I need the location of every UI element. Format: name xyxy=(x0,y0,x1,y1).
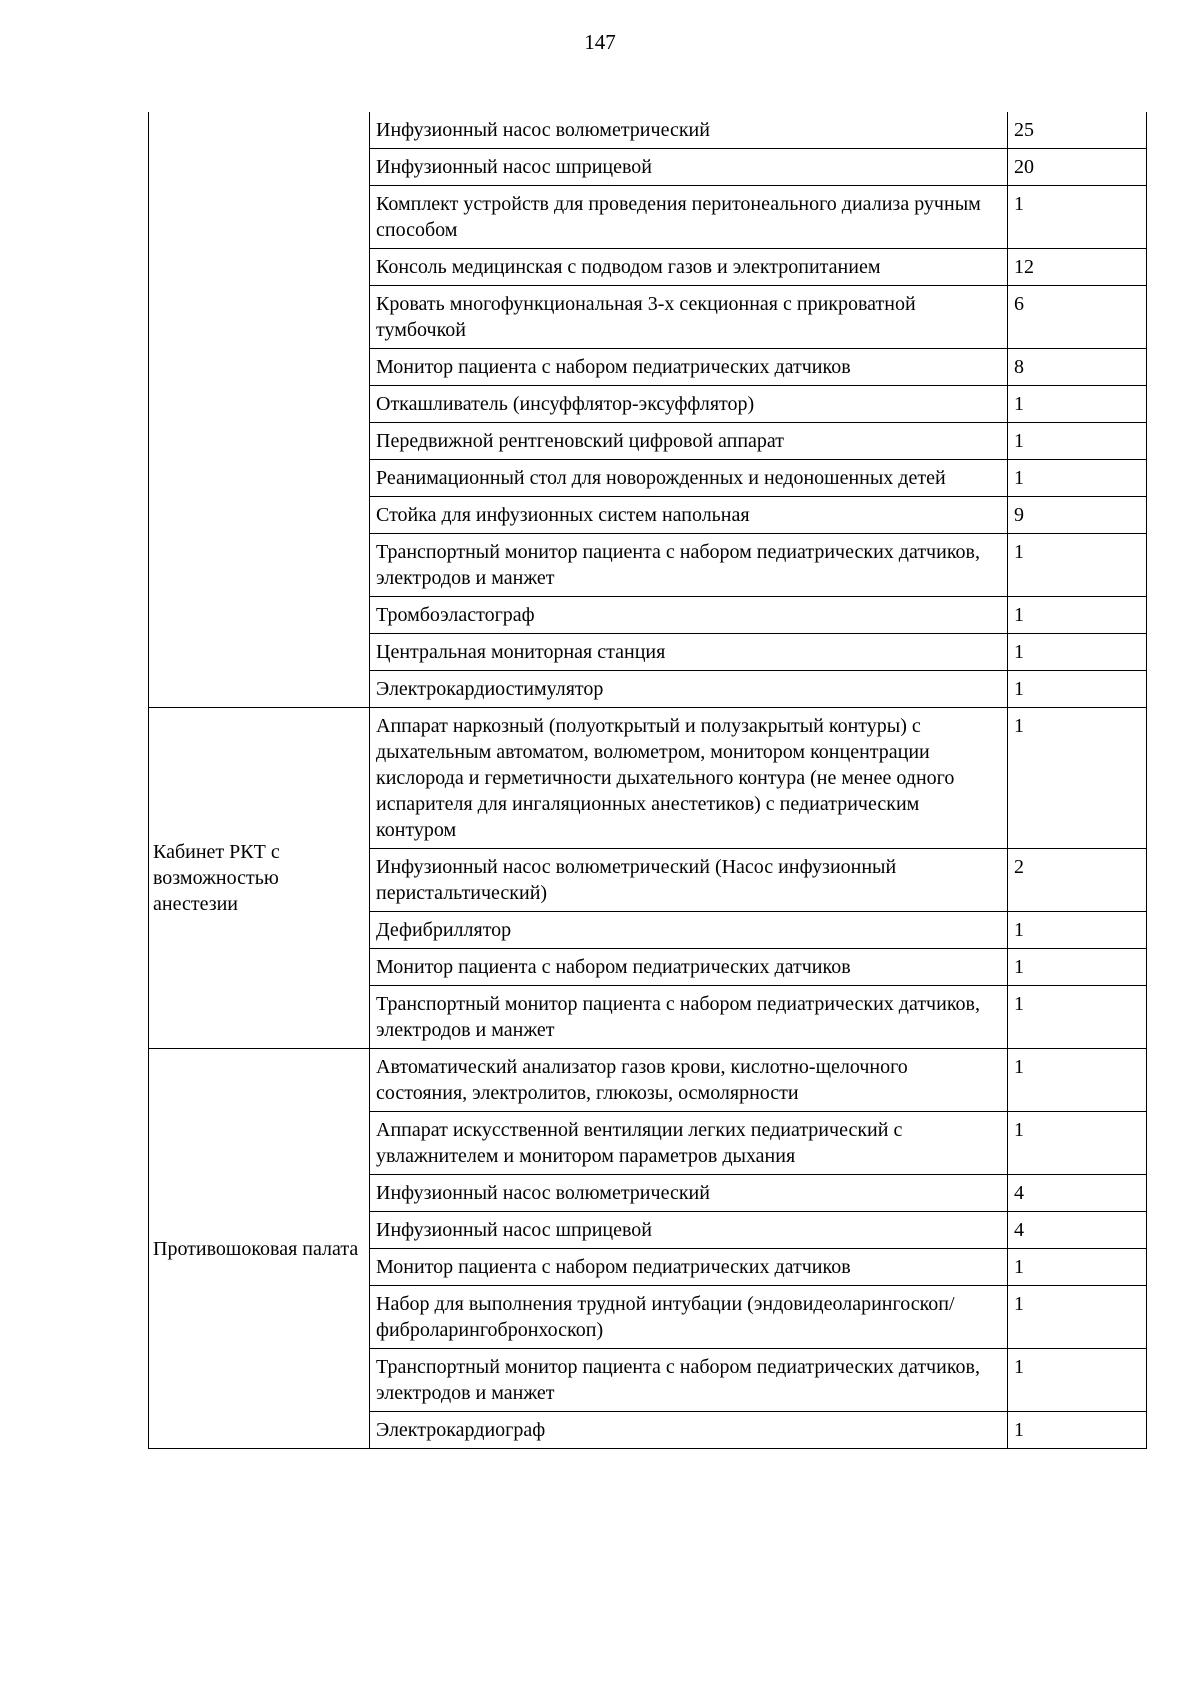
table-row xyxy=(149,112,1147,149)
equipment-table-body xyxy=(149,112,1147,1449)
equipment-name-cell: Электрокардиограф xyxy=(370,1412,1008,1449)
equipment-name-cell: Центральная мониторная станция xyxy=(370,634,1008,671)
page-number: 147 xyxy=(584,30,616,54)
equipment-name-cell: Реанимационный стол для новорожденных и недоношенных детей xyxy=(370,460,1008,497)
equipment-name-cell: Инфузионный насос волюметрический xyxy=(370,1175,1008,1212)
equipment-name-cell: Консоль медицинская с подводом газов и электропитанием xyxy=(370,249,1008,286)
equipment-name-cell: Инфузионный насос волюметрический (Насос инфузионный перистальтический) xyxy=(370,849,1008,912)
quantity-cell: 6 xyxy=(1008,286,1147,349)
quantity-cell: 1 xyxy=(1008,634,1147,671)
quantity-cell: 1 xyxy=(1008,986,1147,1049)
equipment-name-cell: Стойка для инфузионных систем напольная xyxy=(370,497,1008,534)
equipment-name-cell: Инфузионный насос шприцевой xyxy=(370,149,1008,186)
equipment-name-cell: Транспортный монитор пациента с набором педиатрических датчиков, электродов и манжет xyxy=(370,1349,1008,1412)
equipment-name-cell: Транспортный монитор пациента с набором педиатрических датчиков, электродов и манжет xyxy=(370,986,1008,1049)
quantity-cell: 2 xyxy=(1008,849,1147,912)
room-cell: Кабинет РКТ с возможностью анестезии xyxy=(149,708,370,1049)
quantity-cell: 1 xyxy=(1008,1286,1147,1349)
table-row xyxy=(149,708,1147,849)
equipment-name-cell: Аппарат наркозный (полуоткрытый и полузакрытый контуры) с дыхательным автоматом, волюметром, монитором концентрации кислорода и герметичности дыхательного контура (не менее одного испарителя для ингаляционных анестетиков) с педиатрическим контуром xyxy=(370,708,1008,849)
quantity-cell: 9 xyxy=(1008,497,1147,534)
quantity-cell: 1 xyxy=(1008,1112,1147,1175)
quantity-cell: 1 xyxy=(1008,1049,1147,1112)
equipment-name-cell: Электрокардиостимулятор xyxy=(370,671,1008,708)
quantity-cell: 4 xyxy=(1008,1212,1147,1249)
equipment-name-cell: Монитор пациента с набором педиатрических датчиков xyxy=(370,949,1008,986)
equipment-table xyxy=(148,112,1147,1449)
equipment-name-cell: Кровать многофункциональная 3-х секционная с прикроватной тумбочкой xyxy=(370,286,1008,349)
quantity-cell: 1 xyxy=(1008,1412,1147,1449)
quantity-cell: 8 xyxy=(1008,349,1147,386)
quantity-cell: 1 xyxy=(1008,1249,1147,1286)
quantity-cell: 1 xyxy=(1008,949,1147,986)
quantity-cell: 1 xyxy=(1008,708,1147,849)
equipment-name-cell: Инфузионный насос шприцевой xyxy=(370,1212,1008,1249)
equipment-name-cell: Аппарат искусственной вентиляции легких педиатрический с увлажнителем и монитором параметров дыхания xyxy=(370,1112,1008,1175)
equipment-name-cell: Дефибриллятор xyxy=(370,912,1008,949)
equipment-name-cell: Инфузионный насос волюметрический xyxy=(370,112,1008,149)
equipment-name-cell: Монитор пациента с набором педиатрических датчиков xyxy=(370,1249,1008,1286)
quantity-cell: 1 xyxy=(1008,671,1147,708)
quantity-cell: 20 xyxy=(1008,149,1147,186)
quantity-cell: 1 xyxy=(1008,597,1147,634)
equipment-name-cell: Транспортный монитор пациента с набором педиатрических датчиков, электродов и манжет xyxy=(370,534,1008,597)
quantity-cell: 1 xyxy=(1008,423,1147,460)
equipment-name-cell: Тромбоэластограф xyxy=(370,597,1008,634)
quantity-cell: 1 xyxy=(1008,912,1147,949)
equipment-name-cell: Монитор пациента с набором педиатрических датчиков xyxy=(370,349,1008,386)
room-cell xyxy=(149,112,370,708)
quantity-cell: 1 xyxy=(1008,186,1147,249)
quantity-cell: 1 xyxy=(1008,460,1147,497)
equipment-name-cell: Автоматический анализатор газов крови, кислотно-щелочного состояния, электролитов, глюкозы, осмолярности xyxy=(370,1049,1008,1112)
quantity-cell: 1 xyxy=(1008,534,1147,597)
equipment-name-cell: Набор для выполнения трудной интубации (эндовидеоларингоскоп/фиброларингобронхоскоп) xyxy=(370,1286,1008,1349)
quantity-cell: 25 xyxy=(1008,112,1147,149)
room-cell: Противошоковая палата xyxy=(149,1049,370,1449)
table-row xyxy=(149,1049,1147,1112)
equipment-name-cell: Комплект устройств для проведения перитонеального диализа ручным способом xyxy=(370,186,1008,249)
quantity-cell: 1 xyxy=(1008,1349,1147,1412)
quantity-cell: 12 xyxy=(1008,249,1147,286)
equipment-name-cell: Передвижной рентгеновский цифровой аппарат xyxy=(370,423,1008,460)
quantity-cell: 4 xyxy=(1008,1175,1147,1212)
quantity-cell: 1 xyxy=(1008,386,1147,423)
equipment-name-cell: Откашливатель (инсуффлятор-эксуффлятор) xyxy=(370,386,1008,423)
